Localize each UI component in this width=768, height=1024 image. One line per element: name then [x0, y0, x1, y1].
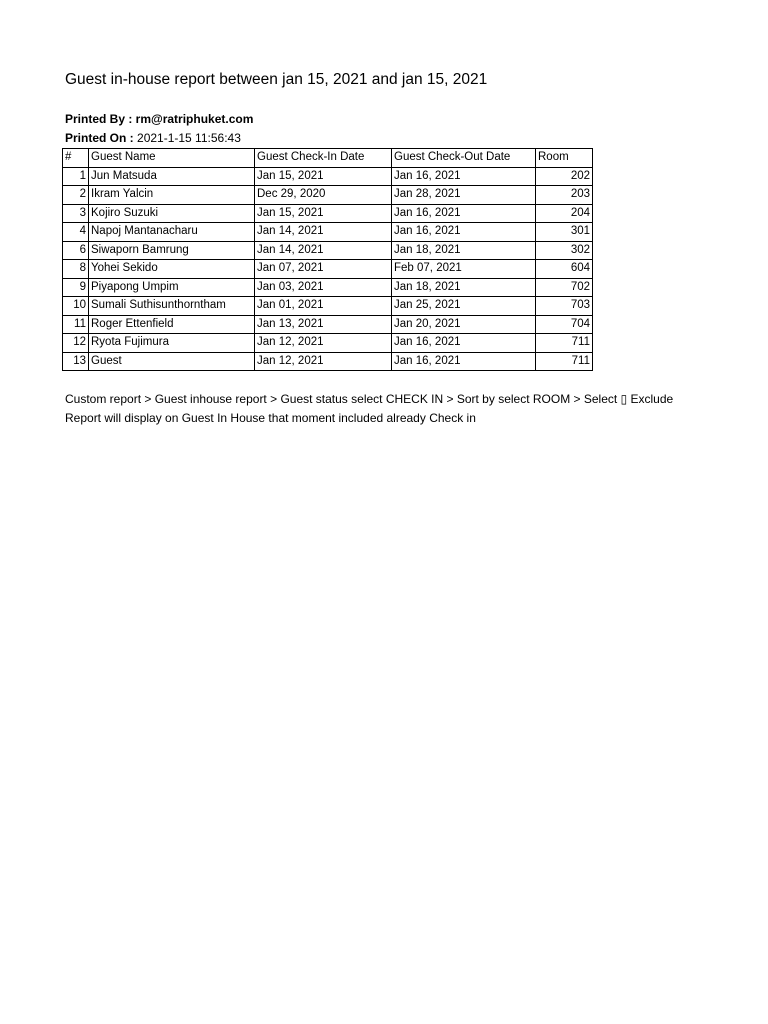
header-check-out: Guest Check-Out Date: [392, 149, 536, 168]
cell-check-out: Feb 07, 2021: [392, 260, 536, 279]
cell-check-out: Jan 18, 2021: [392, 241, 536, 260]
cell-check-in: Jan 13, 2021: [255, 315, 392, 334]
cell-guest-name: Siwaporn Bamrung: [89, 241, 255, 260]
cell-room: 704: [536, 315, 593, 334]
cell-check-out: Jan 16, 2021: [392, 352, 536, 371]
cell-room: 703: [536, 297, 593, 316]
table-row: [63, 260, 593, 279]
table-row: [63, 315, 593, 334]
header-number: #: [63, 149, 89, 168]
table-row: [63, 278, 593, 297]
cell-check-in: Jan 03, 2021: [255, 278, 392, 297]
cell-check-out: Jan 25, 2021: [392, 297, 536, 316]
cell-check-out: Jan 16, 2021: [392, 334, 536, 353]
cell-room: 711: [536, 334, 593, 353]
cell-room: 702: [536, 278, 593, 297]
display-note: Report will display on Guest In House that moment included already Check in: [65, 411, 476, 425]
cell-number: 1: [63, 167, 89, 186]
cell-guest-name: Roger Ettenfield: [89, 315, 255, 334]
cell-number: 3: [63, 204, 89, 223]
table-row: [63, 186, 593, 205]
cell-guest-name: Guest: [89, 352, 255, 371]
cell-number: 6: [63, 241, 89, 260]
cell-guest-name: Yohei Sekido: [89, 260, 255, 279]
header-room: Room: [536, 149, 593, 168]
cell-check-out: Jan 18, 2021: [392, 278, 536, 297]
printed-on-value: 2021-1-15 11:56:43: [137, 131, 241, 145]
cell-room: 202: [536, 167, 593, 186]
cell-guest-name: Jun Matsuda: [89, 167, 255, 186]
cell-check-in: Jan 14, 2021: [255, 223, 392, 242]
cell-number: 8: [63, 260, 89, 279]
table-header-row: [63, 149, 593, 168]
report-title: Guest in-house report between jan 15, 2021 and jan 15, 2021: [65, 71, 488, 88]
cell-check-in: Jan 07, 2021: [255, 260, 392, 279]
cell-room: 711: [536, 352, 593, 371]
cell-check-in: Jan 01, 2021: [255, 297, 392, 316]
cell-number: 10: [63, 297, 89, 316]
table-row: [63, 352, 593, 371]
cell-number: 11: [63, 315, 89, 334]
cell-guest-name: Ryota Fujimura: [89, 334, 255, 353]
cell-number: 2: [63, 186, 89, 205]
cell-room: 203: [536, 186, 593, 205]
instruction-note: Custom report > Guest inhouse report > Guest status select CHECK IN > Sort by select ROOM > Select ▯ Exclude: [65, 392, 674, 406]
cell-guest-name: Sumali Suthisunthorntham: [89, 297, 255, 316]
table-row: [63, 334, 593, 353]
cell-guest-name: Napoj Mantanacharu: [89, 223, 255, 242]
printed-on-label: Printed On :: [65, 131, 134, 145]
cell-check-out: Jan 16, 2021: [392, 223, 536, 242]
cell-number: 12: [63, 334, 89, 353]
cell-check-in: Jan 15, 2021: [255, 167, 392, 186]
cell-room: 204: [536, 204, 593, 223]
cell-number: 4: [63, 223, 89, 242]
header-check-in: Guest Check-In Date: [255, 149, 392, 168]
cell-room: 302: [536, 241, 593, 260]
cell-check-in: Jan 14, 2021: [255, 241, 392, 260]
printed-by: Printed By : rm@ratriphuket.com: [65, 112, 254, 126]
cell-check-in: Jan 12, 2021: [255, 352, 392, 371]
cell-check-out: Jan 28, 2021: [392, 186, 536, 205]
table-row: [63, 297, 593, 316]
cell-number: 9: [63, 278, 89, 297]
cell-guest-name: Kojiro Suzuki: [89, 204, 255, 223]
cell-check-in: Dec 29, 2020: [255, 186, 392, 205]
header-guest-name: Guest Name: [89, 149, 255, 168]
cell-room: 604: [536, 260, 593, 279]
cell-number: 13: [63, 352, 89, 371]
table-row: [63, 241, 593, 260]
cell-room: 301: [536, 223, 593, 242]
cell-check-in: Jan 12, 2021: [255, 334, 392, 353]
cell-guest-name: Ikram Yalcin: [89, 186, 255, 205]
cell-check-out: Jan 20, 2021: [392, 315, 536, 334]
cell-check-out: Jan 16, 2021: [392, 167, 536, 186]
table-row: [63, 167, 593, 186]
table-row: [63, 223, 593, 242]
guest-table: [62, 148, 593, 371]
cell-guest-name: Piyapong Umpim: [89, 278, 255, 297]
printed-on: [65, 131, 241, 145]
table-row: [63, 204, 593, 223]
cell-check-out: Jan 16, 2021: [392, 204, 536, 223]
cell-check-in: Jan 15, 2021: [255, 204, 392, 223]
